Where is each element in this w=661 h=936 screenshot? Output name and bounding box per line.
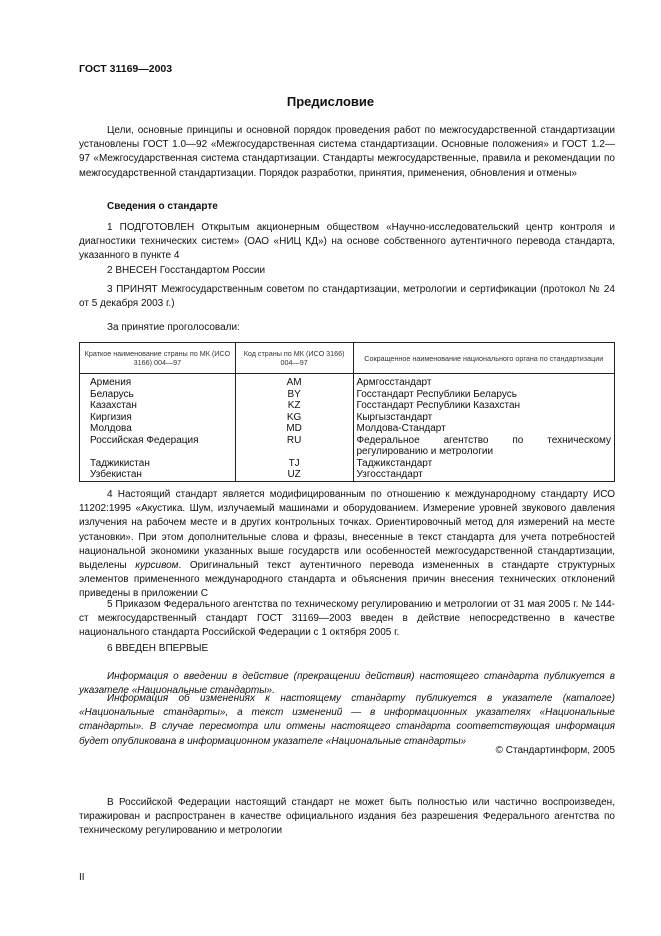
table-row (80, 458, 615, 470)
table-row (80, 389, 615, 401)
country-cell: Таджикистан (80, 458, 236, 470)
body-cell: Армгосстандарт (353, 374, 615, 389)
section-heading: Сведения о стандарте (107, 201, 218, 212)
country-cell: Киргизия (80, 412, 236, 424)
country-cell: Узбекистан (80, 469, 236, 481)
intro-paragraph: Цели, основные принципы и основной порядок проведения работ по межгосударственной стандартизации установлены ГОСТ 1.0—92 «Межгосударственная система стандартизации. Основные положения» и ГОСТ 1.2—97 «Межгосударственная система стандартизации. Стандарты межгосударственные, правила и рекомендации по межгосударственной стандартизации. Порядок разработки, принятия, применения, обновления и отмены» (79, 125, 615, 179)
item-3: 3 ПРИНЯТ Межгосударственным советом по стандартизации, метрологии и сертификации (протокол № 24 от 5 декабря 2003 г.) (79, 284, 615, 310)
item-4 (79, 488, 615, 602)
country-cell: Казахстан (80, 400, 236, 412)
table-header-row (80, 343, 615, 374)
item-6: 6 ВВЕДЕН ВПЕРВЫЕ (107, 643, 209, 654)
body-cell: Таджикстандарт (353, 458, 615, 470)
code-cell: KZ (235, 400, 353, 412)
item-5: 5 Приказом Федерального агентства по техническому регулированию и метрологии от 31 мая 2005 г. № 144-ст межгосударственный стандарт ГОСТ 31169—2003 введен в действие непосредственно в качестве национального стандарта Российской Федерации с 1 октября 2005 г. (79, 599, 615, 639)
code-cell: AM (235, 374, 353, 389)
page-number: II (79, 872, 85, 883)
document-code-header: ГОСТ 31169—2003 (79, 63, 173, 75)
voting-table (79, 342, 615, 482)
code-cell: KG (235, 412, 353, 424)
body-cell: Узгосстандарт (353, 469, 615, 481)
table-row (80, 469, 615, 481)
code-cell: RU (235, 435, 353, 458)
item-4-text-rest: . Оригинальный текст аутентичного перевода измененных в стандарте структурных элементов примененного международного стандарта и объяснения причин внесения технических отклонений приведены в приложении С (79, 560, 615, 600)
body-cell: Госстандарт Республики Казахстан (353, 400, 615, 412)
header-body: Сокращенное наименование национального органа по стандартизации (353, 343, 615, 374)
item-2: 2 ВНЕСЕН Госстандартом России (107, 265, 266, 276)
table-row (80, 435, 615, 458)
code-cell: BY (235, 389, 353, 401)
item-4-text: 4 Настоящий стандарт является модифицированным по отношению к международному стандарту ИСО 11202:1995 «Акустика. Шум, излучаемый машинами и оборудованием. Измерение уровней звукового давления излучения на рабочем месте и в других контрольных точках. Ориентировочный метод для измерений на месте установки». При этом дополнительные слова и фразы, внесенные в текст стандарта для учета потребностей национальной экономики указанных выше государств или особенностей межгосударственной стандартизации, выделены (79, 489, 615, 572)
country-cell: Беларусь (80, 389, 236, 401)
code-cell: UZ (235, 469, 353, 481)
table-row (80, 423, 615, 435)
voted-label: За принятие проголосовали: (107, 322, 240, 333)
table-row (80, 412, 615, 424)
body-cell: Госстандарт Республики Беларусь (353, 389, 615, 401)
country-cell: Российская Федерация (80, 435, 236, 458)
copyright: © Стандартинформ, 2005 (495, 745, 615, 756)
body-cell: Молдова-Стандарт (353, 423, 615, 435)
header-country: Краткое наименование страны по МК (ИСО 3166) 004—97 (80, 343, 236, 374)
table-row (80, 400, 615, 412)
body-cell: Кыргызстандарт (353, 412, 615, 424)
info-changes: Информация об изменениях к настоящему стандарту публикуется в указателе (каталоге) «Национальные стандарты», а текст изменений — в информационных указателях «Национальные стандарты». В случае пересмотра или отмены настоящего стандарта соответствующая информация будет опубликована в информационном указателе «Национальные стандарты» (79, 693, 615, 747)
country-cell: Молдова (80, 423, 236, 435)
info-introduction: Информация о введении в действие (прекращении действия) настоящего стандарта публикуется в указателе «Национальные стандарты». (79, 671, 615, 697)
code-cell: MD (235, 423, 353, 435)
country-cell: Армения (80, 374, 236, 389)
header-code: Код страны по МК (ИСО 3166) 004—97 (235, 343, 353, 374)
body-cell: Федеральное агентство по техническому регулированию и метрологии (353, 435, 615, 458)
item-1: 1 ПОДГОТОВЛЕН Открытым акционерным обществом «Научно-исследовательский центр контроля и диагностики технических систем» (ОАО «НИЦ КД») на основе собственного аутентичного перевода стандарта, указанного в пункте 4 (79, 222, 615, 262)
table-row (80, 374, 615, 389)
item-4-italic: курсивом (135, 560, 179, 572)
page-title: Предисловие (286, 94, 375, 109)
legal-notice: В Российской Федерации настоящий стандарт не может быть полностью или частично воспроизведен, тиражирован и распространен в качестве официального издания без разрешения Федерального агентства по техническому регулированию и метрологии (79, 797, 615, 837)
code-cell: TJ (235, 458, 353, 470)
